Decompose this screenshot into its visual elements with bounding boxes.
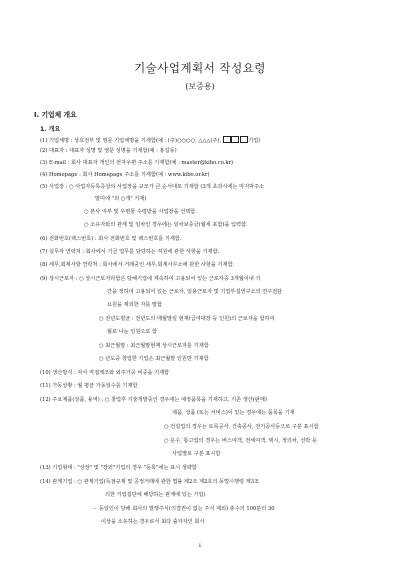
item-products-transport: ○ 운수, 통고업의 경우는 버스여객, 전세여객, 택시, 정의차, 선박 등 <box>164 438 317 444</box>
item-products-cont: 제품, 상품 (또는 서비스)이 있는 경우에는 품목을 기재 <box>172 410 295 416</box>
section-heading: Ⅰ. 기업체 개요 <box>34 111 77 119</box>
item-affiliates-cont: 의한 기업집단에 해당하는 관계에 있는 기업) <box>105 492 206 498</box>
item-workplace-bullet3: ○ 소유자와의 관계 및 임차인 경우에는 임차보증금(월세 포함)을 입력함. <box>84 222 248 228</box>
item-homepage: (4) Homepage : 회사 Homepage 주소를 기재함(예 : www.kibo.or.kr) <box>40 172 210 178</box>
item-affiliates-dash: － 동일인이 당해 회사의 발행주식(의결권이 없는 주식 제외) 총수의 100분의 30 <box>92 506 275 512</box>
item-employees-avg: ○ 전년도평균 : 전년도의 매월말일 현재(급여대장 등 인원)의 근로자을 합하여 <box>99 316 275 322</box>
document-title: 기술사업계획서 작성요령 <box>134 61 266 75</box>
item-representative: (2) 대표자 : 대표자 성명 및 영문 성명을 기재함(예 : 홍길동) <box>40 148 177 154</box>
item-workplace: (5) 사업장 : ○ 사업자등록증상의 사업장을 규모가 큰 순서대로 기재함 (3개 초과시에는 마지막주소 <box>40 184 265 190</box>
item-operation: (11) 가동상황 : 월 평균 가동일수를 기재함 <box>40 383 138 389</box>
item-products-construction: ○ 건설업의 경우는 토목공사, 건축공사, 전기공사등으로 구분 표시함 <box>164 424 319 430</box>
item-products-transport-cont: 사업별로 구분 표시함 <box>172 451 221 457</box>
item-employees-cont1: 간을 정하여 고용되어 있는 근로자, 일용근로자 및 기업부설연구소의 연구전담 <box>107 289 283 295</box>
item-workplace-cont: 말미에 "외 ○개" 기재) <box>95 196 147 202</box>
item-employees-cont2: 요원을 제외한 자를 말함 <box>107 302 163 308</box>
placeholder-boxes <box>223 136 249 146</box>
item-employees-new: ○ 년도중 창업한 기업은 최근월말 인원만 기재함 <box>99 356 209 362</box>
item-employees-recent: ○ 최근월말 : 최근월말현재 상시근로자를 기재함 <box>99 343 209 349</box>
item-tax-contact: (8) 세무,회계사항 연락처 : 회사에서 거래중인 세무,회계사무소에 관한 사항을 기재함. <box>40 262 235 268</box>
item-affiliates-dash-cont: 이상을 소유하는 경우로서 최다 출자자인 회사 <box>101 519 205 525</box>
item-production: (10) 생산방식 : 자사 직접제조와 외주가공 비중을 기재함 <box>40 370 170 376</box>
document-subtitle: (보증용) <box>185 82 215 91</box>
item-company-type: (13) 기업형태 : "상장" 및 "장외"기업의 경우 "등록"에는 표시 생략함 <box>40 465 197 471</box>
item-employees: (9) 상시근로자 : ○ 상시근로자라함은 당해기업에 계속하여 고용되어 있는 근로자중 3개월이내 기 <box>40 276 261 282</box>
item-company-name: (1) 기업체명 : 상호전부 및 영문 기업체명을 기재함(예 : (주)○○○○, △△△(주), 기업) <box>40 138 261 144</box>
item-phone: (6) 전화번호(팩스번호) : 회사 전화번호 및 팩스번호를 기재함. <box>40 236 182 242</box>
item-email: (3) E-mail : 회사 대표자 개인의 전자우편 주소를 기재함(예 : master@kibo.co.kr) <box>40 160 234 166</box>
item-employees-avg-cont: 월로 나눈 인원으로 함 <box>107 329 158 335</box>
page-number: 1 <box>198 543 202 549</box>
item-workplace-bullet2: ○ 본사 여부 및 우편물 수령받을 사업장을 선택함. <box>84 209 197 215</box>
subsection-heading: 1. 개요 <box>40 126 61 133</box>
item-contact: (7) 실무자 연락처 : 회사에서 기금 업무를 담당하는 직원에 관한 사항을 기재함. <box>40 249 220 255</box>
item-affiliates: (14) 관계기업 : ○ 관계기업(독점규제 및 공정거래에 관한 법률 제2조 제2호의 동법시행령 제3조 <box>40 479 260 485</box>
item-products: (12) 주요제품(상품, 용역) : ○ 창업후 기술개발중인 경우에는 예정품목을 기재하고, 기존 생산(판매) <box>40 397 267 403</box>
